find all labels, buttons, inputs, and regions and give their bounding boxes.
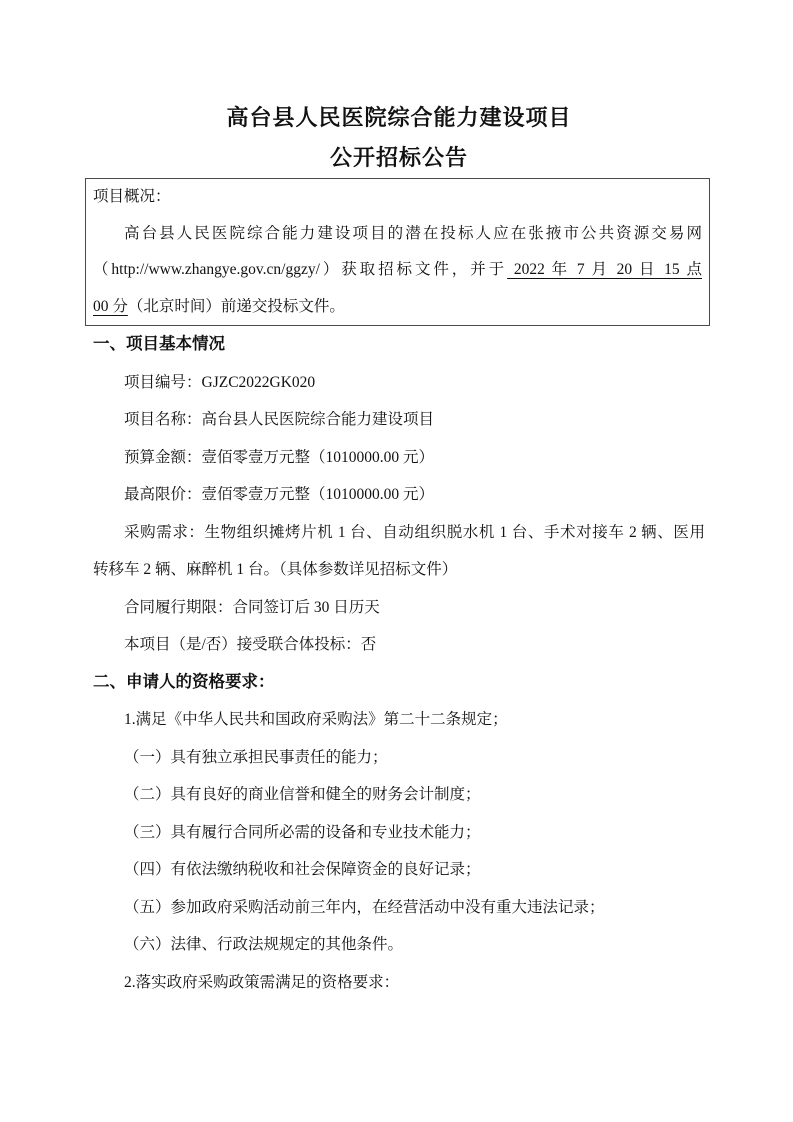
contract-period-line: 合同履行期限：合同签订后 30 日历天 — [124, 598, 380, 616]
joint-bid-line: 本项目（是/否）接受联合体投标：否 — [124, 636, 377, 653]
overview-label: 项目概况： — [93, 188, 171, 205]
section-1-heading: 一、项目基本情况 — [93, 335, 225, 353]
overview-line-2 — [93, 252, 702, 289]
document-title: 高台县人民医院综合能力建设项目 — [226, 105, 572, 130]
qualification-req-1: 1.满足《中华人民共和国政府采购法》第二十二条规定； — [124, 711, 508, 728]
qualification-req-2: 2.落实政府采购政策需满足的资格要求： — [124, 973, 400, 991]
bid-deadline-date: 2022 年 7 月 20 日 15 点 — [507, 261, 702, 278]
bid-deadline-minutes: 00 分 — [93, 297, 128, 315]
overview-line-3 — [93, 289, 702, 326]
project-number-line: 项目编号：GJZC2022GK020 — [124, 373, 316, 391]
qualification-req-1-sub-3: （三）具有履行合同所必需的设备和专业技术能力； — [124, 823, 481, 841]
project-overview-box — [85, 178, 710, 326]
qualification-req-1-sub-5: （五）参加政府采购活动前三年内，在经营活动中没有重大违法记录； — [124, 898, 605, 916]
procurement-demand-line-2: 转移车 2 辆、麻醉机 1 台。（具体参数详见招标文件） — [93, 561, 458, 578]
overview-line-2-text: （http://www.zhangye.gov.cn/ggzy/）获取招标文件，并于 — [93, 261, 508, 278]
overview-line-1: 高台县人民医院综合能力建设项目的潜在投标人应在张掖市公共资源交易网 — [124, 224, 702, 242]
budget-amount-line: 预算金额：壹佰零壹万元整（1010000.00 元） — [124, 448, 435, 466]
procurement-demand-line-1: 采购需求：生物组织摊烤片机 1 台、自动组织脱水机 1 台、手术对接车 2 辆、医用 — [124, 523, 705, 541]
qualification-req-1-sub-2: （二）具有良好的商业信誉和健全的财务会计制度； — [124, 786, 481, 803]
overview-line-3-text: （北京时间）前递交投标文件。 — [127, 297, 345, 315]
document-subtitle: 公开招标公告 — [329, 145, 468, 170]
qualification-req-1-sub-1: （一）具有独立承担民事责任的能力； — [124, 748, 388, 766]
section-2-heading: 二、申请人的资格要求： — [93, 672, 275, 691]
max-price-line: 最高限价：壹佰零壹万元整（1010000.00 元） — [124, 486, 435, 503]
document-body — [93, 326, 705, 1001]
qualification-req-1-sub-6: （六）法律、行政法规规定的其他条件。 — [124, 936, 404, 953]
project-name-line: 项目名称：高台县人民医院综合能力建设项目 — [124, 411, 435, 428]
qualification-req-1-sub-4: （四）有依法缴纳税收和社会保障资金的良好记录； — [124, 861, 481, 878]
